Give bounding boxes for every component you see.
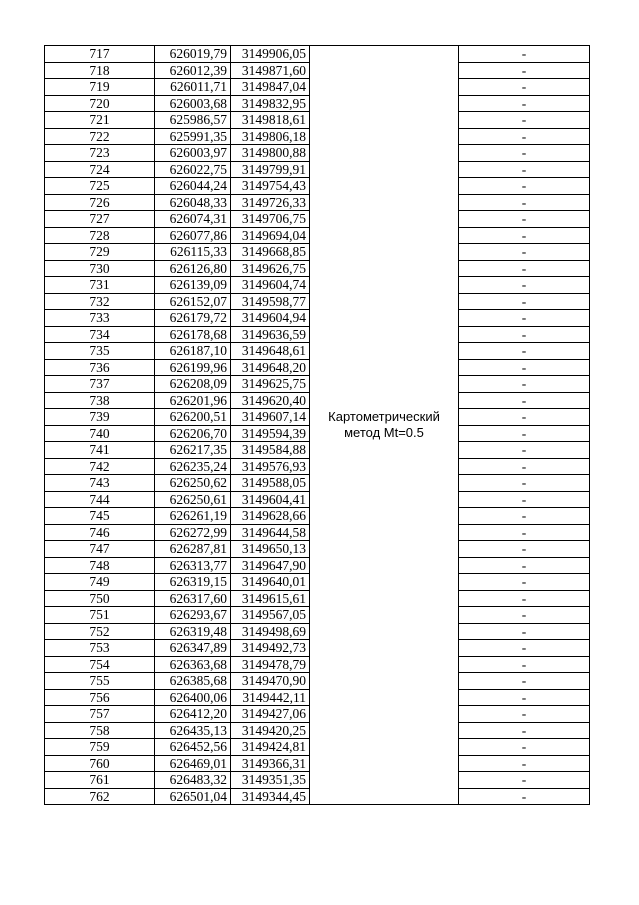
y-coordinate-cell: 3149626,75 (231, 260, 310, 277)
point-number-cell: 723 (45, 145, 155, 162)
note-cell: - (459, 260, 590, 277)
y-coordinate-cell: 3149847,04 (231, 79, 310, 96)
x-coordinate-cell: 626363,68 (155, 656, 231, 673)
note-cell: - (459, 656, 590, 673)
note-cell: - (459, 95, 590, 112)
method-cell (310, 46, 459, 805)
x-coordinate-cell: 625991,35 (155, 128, 231, 145)
x-coordinate-cell: 626483,32 (155, 772, 231, 789)
note-cell: - (459, 112, 590, 129)
note-cell: - (459, 739, 590, 756)
note-cell: - (459, 772, 590, 789)
point-number-cell: 731 (45, 277, 155, 294)
note-cell: - (459, 722, 590, 739)
note-cell: - (459, 211, 590, 228)
y-coordinate-cell: 3149424,81 (231, 739, 310, 756)
y-coordinate-cell: 3149604,74 (231, 277, 310, 294)
y-coordinate-cell: 3149492,73 (231, 640, 310, 657)
point-number-cell: 755 (45, 673, 155, 690)
y-coordinate-cell: 3149351,35 (231, 772, 310, 789)
point-number-cell: 762 (45, 788, 155, 805)
point-number-cell: 725 (45, 178, 155, 195)
point-number-cell: 722 (45, 128, 155, 145)
point-number-cell: 752 (45, 623, 155, 640)
x-coordinate-cell: 626250,61 (155, 491, 231, 508)
x-coordinate-cell: 626313,77 (155, 557, 231, 574)
x-coordinate-cell: 626200,51 (155, 409, 231, 426)
note-cell: - (459, 161, 590, 178)
y-coordinate-cell: 3149806,18 (231, 128, 310, 145)
coordinates-table-body (45, 46, 590, 805)
note-cell: - (459, 755, 590, 772)
x-coordinate-cell: 626199,96 (155, 359, 231, 376)
y-coordinate-cell: 3149799,91 (231, 161, 310, 178)
point-number-cell: 729 (45, 244, 155, 261)
point-number-cell: 745 (45, 508, 155, 525)
y-coordinate-cell: 3149604,41 (231, 491, 310, 508)
note-cell: - (459, 673, 590, 690)
x-coordinate-cell: 626178,68 (155, 326, 231, 343)
point-number-cell: 728 (45, 227, 155, 244)
note-cell: - (459, 62, 590, 79)
y-coordinate-cell: 3149625,75 (231, 376, 310, 393)
y-coordinate-cell: 3149871,60 (231, 62, 310, 79)
y-coordinate-cell: 3149567,05 (231, 607, 310, 624)
note-cell: - (459, 689, 590, 706)
note-cell: - (459, 376, 590, 393)
y-coordinate-cell: 3149640,01 (231, 574, 310, 591)
y-coordinate-cell: 3149832,95 (231, 95, 310, 112)
note-cell: - (459, 425, 590, 442)
point-number-cell: 734 (45, 326, 155, 343)
point-number-cell: 727 (45, 211, 155, 228)
note-cell: - (459, 574, 590, 591)
point-number-cell: 733 (45, 310, 155, 327)
x-coordinate-cell: 626003,68 (155, 95, 231, 112)
x-coordinate-cell: 625986,57 (155, 112, 231, 129)
x-coordinate-cell: 626152,07 (155, 293, 231, 310)
y-coordinate-cell: 3149647,90 (231, 557, 310, 574)
note-cell: - (459, 607, 590, 624)
y-coordinate-cell: 3149442,11 (231, 689, 310, 706)
x-coordinate-cell: 626347,89 (155, 640, 231, 657)
point-number-cell: 720 (45, 95, 155, 112)
x-coordinate-cell: 626187,10 (155, 343, 231, 360)
y-coordinate-cell: 3149427,06 (231, 706, 310, 723)
note-cell: - (459, 343, 590, 360)
y-coordinate-cell: 3149754,43 (231, 178, 310, 195)
x-coordinate-cell: 626272,99 (155, 524, 231, 541)
y-coordinate-cell: 3149636,59 (231, 326, 310, 343)
point-number-cell: 717 (45, 46, 155, 63)
x-coordinate-cell: 626126,80 (155, 260, 231, 277)
x-coordinate-cell: 626435,13 (155, 722, 231, 739)
x-coordinate-cell: 626293,67 (155, 607, 231, 624)
y-coordinate-cell: 3149644,58 (231, 524, 310, 541)
note-cell: - (459, 392, 590, 409)
note-cell: - (459, 128, 590, 145)
note-cell: - (459, 442, 590, 459)
note-cell: - (459, 293, 590, 310)
y-coordinate-cell: 3149420,25 (231, 722, 310, 739)
point-number-cell: 744 (45, 491, 155, 508)
point-number-cell: 748 (45, 557, 155, 574)
x-coordinate-cell: 626287,81 (155, 541, 231, 558)
y-coordinate-cell: 3149620,40 (231, 392, 310, 409)
y-coordinate-cell: 3149576,93 (231, 458, 310, 475)
point-number-cell: 721 (45, 112, 155, 129)
y-coordinate-cell: 3149470,90 (231, 673, 310, 690)
point-number-cell: 760 (45, 755, 155, 772)
point-number-cell: 741 (45, 442, 155, 459)
x-coordinate-cell: 626208,09 (155, 376, 231, 393)
point-number-cell: 742 (45, 458, 155, 475)
y-coordinate-cell: 3149906,05 (231, 46, 310, 63)
point-number-cell: 740 (45, 425, 155, 442)
x-coordinate-cell: 626250,62 (155, 475, 231, 492)
x-coordinate-cell: 626412,20 (155, 706, 231, 723)
y-coordinate-cell: 3149584,88 (231, 442, 310, 459)
note-cell: - (459, 590, 590, 607)
point-number-cell: 759 (45, 739, 155, 756)
point-number-cell: 749 (45, 574, 155, 591)
y-coordinate-cell: 3149604,94 (231, 310, 310, 327)
x-coordinate-cell: 626022,75 (155, 161, 231, 178)
y-coordinate-cell: 3149648,61 (231, 343, 310, 360)
x-coordinate-cell: 626077,86 (155, 227, 231, 244)
method-line-2: метод Mt=0.5 (344, 425, 424, 440)
note-cell: - (459, 227, 590, 244)
note-cell: - (459, 524, 590, 541)
x-coordinate-cell: 626003,97 (155, 145, 231, 162)
note-cell: - (459, 640, 590, 657)
y-coordinate-cell: 3149628,66 (231, 508, 310, 525)
note-cell: - (459, 46, 590, 63)
note-cell: - (459, 475, 590, 492)
note-cell: - (459, 326, 590, 343)
point-number-cell: 730 (45, 260, 155, 277)
point-number-cell: 754 (45, 656, 155, 673)
y-coordinate-cell: 3149498,69 (231, 623, 310, 640)
x-coordinate-cell: 626452,56 (155, 739, 231, 756)
x-coordinate-cell: 626044,24 (155, 178, 231, 195)
point-number-cell: 726 (45, 194, 155, 211)
x-coordinate-cell: 626206,70 (155, 425, 231, 442)
point-number-cell: 758 (45, 722, 155, 739)
x-coordinate-cell: 626179,72 (155, 310, 231, 327)
note-cell: - (459, 706, 590, 723)
y-coordinate-cell: 3149366,31 (231, 755, 310, 772)
note-cell: - (459, 79, 590, 96)
point-number-cell: 738 (45, 392, 155, 409)
note-cell: - (459, 178, 590, 195)
point-number-cell: 756 (45, 689, 155, 706)
x-coordinate-cell: 626317,60 (155, 590, 231, 607)
point-number-cell: 746 (45, 524, 155, 541)
point-number-cell: 737 (45, 376, 155, 393)
y-coordinate-cell: 3149726,33 (231, 194, 310, 211)
note-cell: - (459, 508, 590, 525)
x-coordinate-cell: 626115,33 (155, 244, 231, 261)
note-cell: - (459, 557, 590, 574)
y-coordinate-cell: 3149478,79 (231, 656, 310, 673)
table-row (45, 46, 590, 63)
x-coordinate-cell: 626261,19 (155, 508, 231, 525)
x-coordinate-cell: 626011,71 (155, 79, 231, 96)
y-coordinate-cell: 3149607,14 (231, 409, 310, 426)
x-coordinate-cell: 626319,48 (155, 623, 231, 640)
point-number-cell: 747 (45, 541, 155, 558)
x-coordinate-cell: 626319,15 (155, 574, 231, 591)
y-coordinate-cell: 3149594,39 (231, 425, 310, 442)
note-cell: - (459, 359, 590, 376)
x-coordinate-cell: 626235,24 (155, 458, 231, 475)
x-coordinate-cell: 626074,31 (155, 211, 231, 228)
point-number-cell: 757 (45, 706, 155, 723)
note-cell: - (459, 491, 590, 508)
note-cell: - (459, 623, 590, 640)
y-coordinate-cell: 3149800,88 (231, 145, 310, 162)
point-number-cell: 743 (45, 475, 155, 492)
x-coordinate-cell: 626469,01 (155, 755, 231, 772)
point-number-cell: 719 (45, 79, 155, 96)
point-number-cell: 750 (45, 590, 155, 607)
y-coordinate-cell: 3149668,85 (231, 244, 310, 261)
y-coordinate-cell: 3149648,20 (231, 359, 310, 376)
note-cell: - (459, 244, 590, 261)
y-coordinate-cell: 3149818,61 (231, 112, 310, 129)
y-coordinate-cell: 3149615,61 (231, 590, 310, 607)
point-number-cell: 735 (45, 343, 155, 360)
point-number-cell: 732 (45, 293, 155, 310)
x-coordinate-cell: 626400,06 (155, 689, 231, 706)
x-coordinate-cell: 626501,04 (155, 788, 231, 805)
x-coordinate-cell: 626139,09 (155, 277, 231, 294)
note-cell: - (459, 277, 590, 294)
y-coordinate-cell: 3149598,77 (231, 293, 310, 310)
x-coordinate-cell: 626385,68 (155, 673, 231, 690)
point-number-cell: 736 (45, 359, 155, 376)
note-cell: - (459, 541, 590, 558)
x-coordinate-cell: 626012,39 (155, 62, 231, 79)
coordinates-table (44, 45, 590, 805)
y-coordinate-cell: 3149650,13 (231, 541, 310, 558)
y-coordinate-cell: 3149706,75 (231, 211, 310, 228)
y-coordinate-cell: 3149344,45 (231, 788, 310, 805)
point-number-cell: 718 (45, 62, 155, 79)
y-coordinate-cell: 3149588,05 (231, 475, 310, 492)
point-number-cell: 753 (45, 640, 155, 657)
x-coordinate-cell: 626048,33 (155, 194, 231, 211)
note-cell: - (459, 310, 590, 327)
point-number-cell: 724 (45, 161, 155, 178)
note-cell: - (459, 194, 590, 211)
point-number-cell: 751 (45, 607, 155, 624)
note-cell: - (459, 788, 590, 805)
note-cell: - (459, 145, 590, 162)
x-coordinate-cell: 626019,79 (155, 46, 231, 63)
point-number-cell: 739 (45, 409, 155, 426)
note-cell: - (459, 458, 590, 475)
note-cell: - (459, 409, 590, 426)
y-coordinate-cell: 3149694,04 (231, 227, 310, 244)
x-coordinate-cell: 626217,35 (155, 442, 231, 459)
x-coordinate-cell: 626201,96 (155, 392, 231, 409)
method-line-1: Картометрический (328, 408, 440, 424)
point-number-cell: 761 (45, 772, 155, 789)
